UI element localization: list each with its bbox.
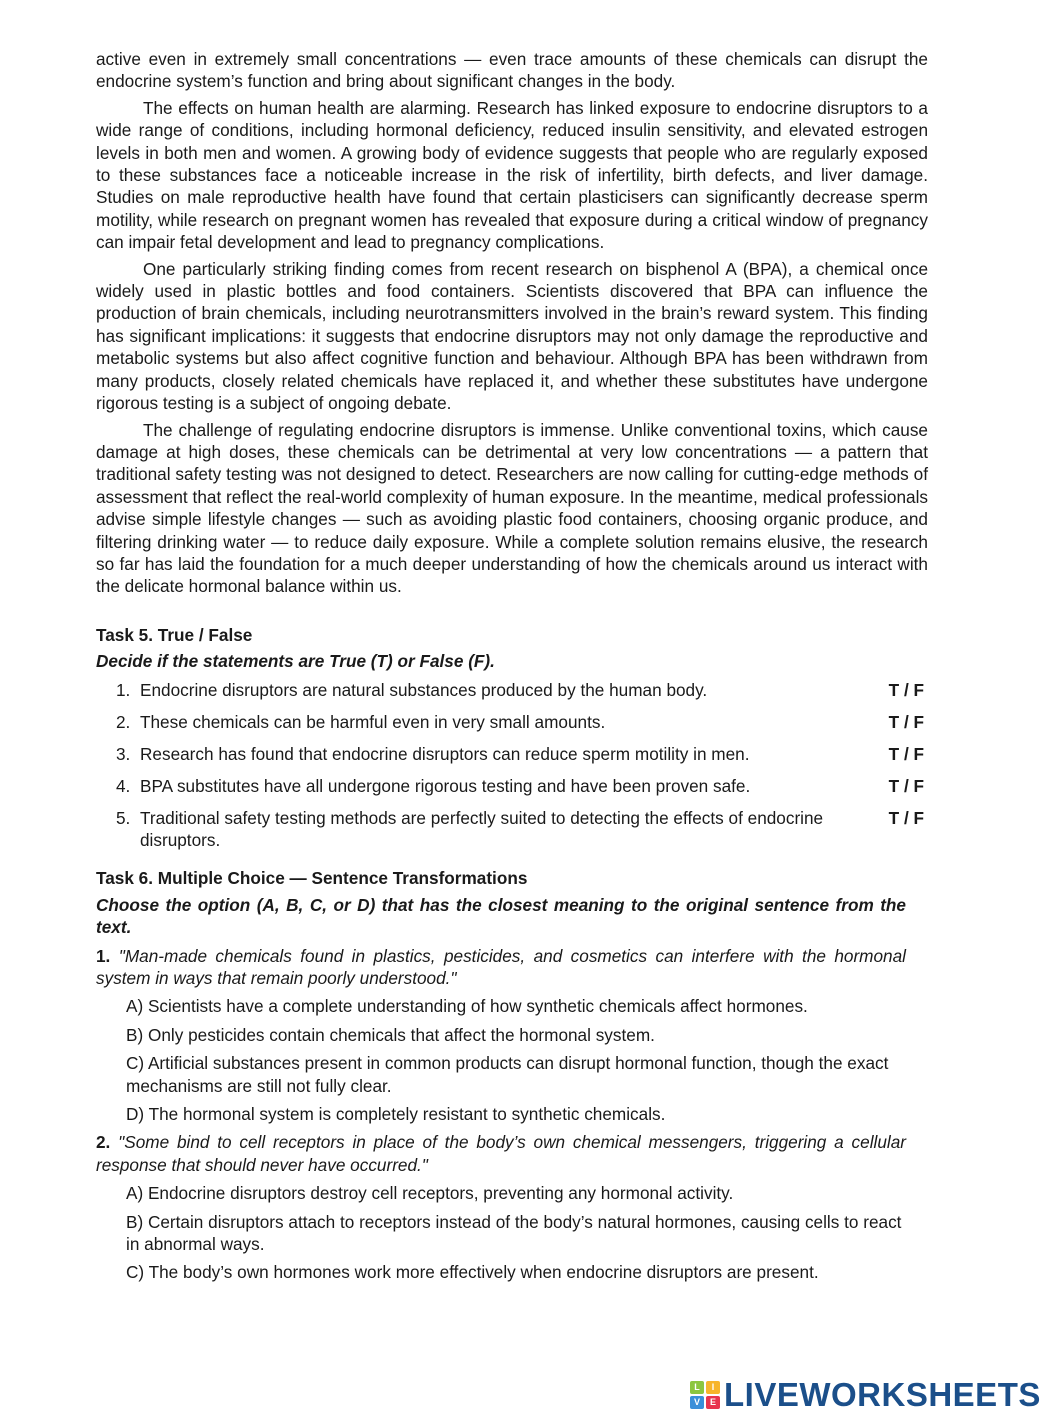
option-a[interactable]: A) Endocrine disruptors destroy cell receptors, preventing any hormonal activity. xyxy=(126,1183,734,1204)
option-b[interactable]: B) Certain disruptors attach to receptors instead of the body’s natural hormones, causing cells to react in abnormal ways. xyxy=(126,1211,902,1255)
tf-item xyxy=(96,807,928,852)
option-d[interactable]: D) The hormonal system is completely resistant to synthetic chemicals. xyxy=(126,1104,666,1125)
task6-title: Task 6. Multiple Choice — Sentence Transformations xyxy=(96,868,528,889)
logo-letter: E xyxy=(706,1396,720,1409)
option-c[interactable]: C) Artificial substances present in common products can disrupt hormonal function, though the exact mechanisms are still not fully clear. xyxy=(126,1053,889,1096)
task5-title: Task 5. True / False xyxy=(96,624,253,645)
question-quote: "Some bind to cell receptors in place of the body’s own chemical messengers, triggering a cellular response that should never have occurred." xyxy=(96,1132,906,1175)
logo-letter: V xyxy=(690,1396,704,1409)
task5-instruction: Decide if the statements are True (T) or False (F). xyxy=(96,651,495,672)
true-false-answer[interactable]: T / F xyxy=(888,807,924,828)
true-false-answer[interactable]: T / F xyxy=(888,679,924,700)
item-number: 5. xyxy=(116,807,131,828)
logo-letter: I xyxy=(706,1381,720,1394)
item-statement: Research has found that endocrine disruptors can reduce sperm motility in men. xyxy=(140,743,750,764)
item-number: 1. xyxy=(116,679,131,700)
task6-instruction: Choose the option (A, B, C, or D) that has the closest meaning to the original sentence from the text. xyxy=(96,894,906,938)
question-quote: "Man-made chemicals found in plastics, pesticides, and cosmetics can interfere with the hormonal system in ways that remain poorly understood." xyxy=(96,945,906,988)
worksheet-page xyxy=(96,48,928,1284)
item-number: 2. xyxy=(116,711,131,732)
article-paragraph: active even in extremely small concentrations — even trace amounts of these chemicals can disrupt the endocrine system’s function and bring about significant changes in the body. xyxy=(96,49,928,92)
article-paragraph: One particularly striking finding comes from recent research on bisphenol A (BPA), a chemical once widely used in plastic bottles and food containers. Scientists discovered that BPA can influence the production of brain chemicals, including neurotransmitters involved in the brain’s reward system. This finding has significant implications: it suggests that endocrine disruptors may not only damage the reproductive and metabolic systems but also affect cognitive function and behaviour. Although BPA has been withdrawn from many products, closely related chemicals have replaced it, and whether these substitutes have undergone rigorous testing is a subject of ongoing debate. xyxy=(96,258,928,414)
item-statement: BPA substitutes have all undergone rigorous testing and have been proven safe. xyxy=(140,775,751,796)
item-statement: Endocrine disruptors are natural substances produced by the human body. xyxy=(140,679,708,700)
logo-text: LIVEWORKSHEETS xyxy=(724,1376,1041,1413)
item-statement: Traditional safety testing methods are perfectly suited to detecting the effects of endocrine disruptors. xyxy=(140,807,824,850)
tf-item xyxy=(96,775,928,807)
item-number: 4. xyxy=(116,775,131,796)
true-false-list xyxy=(96,679,928,852)
article-paragraph: The effects on human health are alarming. Research has linked exposure to endocrine disruptors to a wide range of conditions, including hormonal deficiency, reduced insulin sensitivity, and elevated estrogen levels in both men and women. A growing body of evidence suggests that people who are regularly exposed to these substances face a noticeable increase in the risk of infertility, birth defects, and liver damage. Studies on male reproductive health have found that certain plasticisers can significantly decrease sperm motility, while research on pregnant women has revealed that exposure during a critical window of pregnancy can impair fetal development and lead to pregnancy complications. xyxy=(96,97,928,253)
question xyxy=(96,945,906,990)
item-statement: These chemicals can be harmful even in very small amounts. xyxy=(140,711,606,732)
logo-letter: L xyxy=(690,1381,704,1394)
tf-item xyxy=(96,711,928,743)
article-paragraph: The challenge of regulating endocrine disruptors is immense. Unlike conventional toxins, which cause damage at high doses, these chemicals can be detrimental at very low concentrations — a pattern that traditional safety testing was not designed to detect. Researchers are now calling for cutting-edge methods of assessment that reflect the real-world complexity of human exposure. In the meantime, medical professionals advise simple lifestyle changes — such as avoiding plastic food containers, choosing organic produce, and filtering drinking water — to reduce daily exposure. While a complete solution remains elusive, the research so far has laid the foundation for a much deeper understanding of how the chemicals around us interact with the delicate hormonal balance within us. xyxy=(96,419,928,597)
true-false-answer[interactable]: T / F xyxy=(888,743,924,764)
option-a[interactable]: A) Scientists have a complete understanding of how synthetic chemicals affect hormones. xyxy=(126,996,808,1017)
question-number: 1. xyxy=(96,945,111,966)
logo-blocks-icon xyxy=(690,1381,720,1409)
liveworksheets-logo xyxy=(690,1378,1041,1412)
question-number: 2. xyxy=(96,1132,111,1153)
option-c[interactable]: C) The body’s own hormones work more effectively when endocrine disruptors are present. xyxy=(126,1262,819,1283)
tf-item xyxy=(96,743,928,775)
question xyxy=(96,1131,906,1176)
true-false-answer[interactable]: T / F xyxy=(888,711,924,732)
item-number: 3. xyxy=(116,743,131,764)
option-b[interactable]: B) Only pesticides contain chemicals that affect the hormonal system. xyxy=(126,1024,655,1045)
tf-item xyxy=(96,679,928,711)
true-false-answer[interactable]: T / F xyxy=(888,775,924,796)
